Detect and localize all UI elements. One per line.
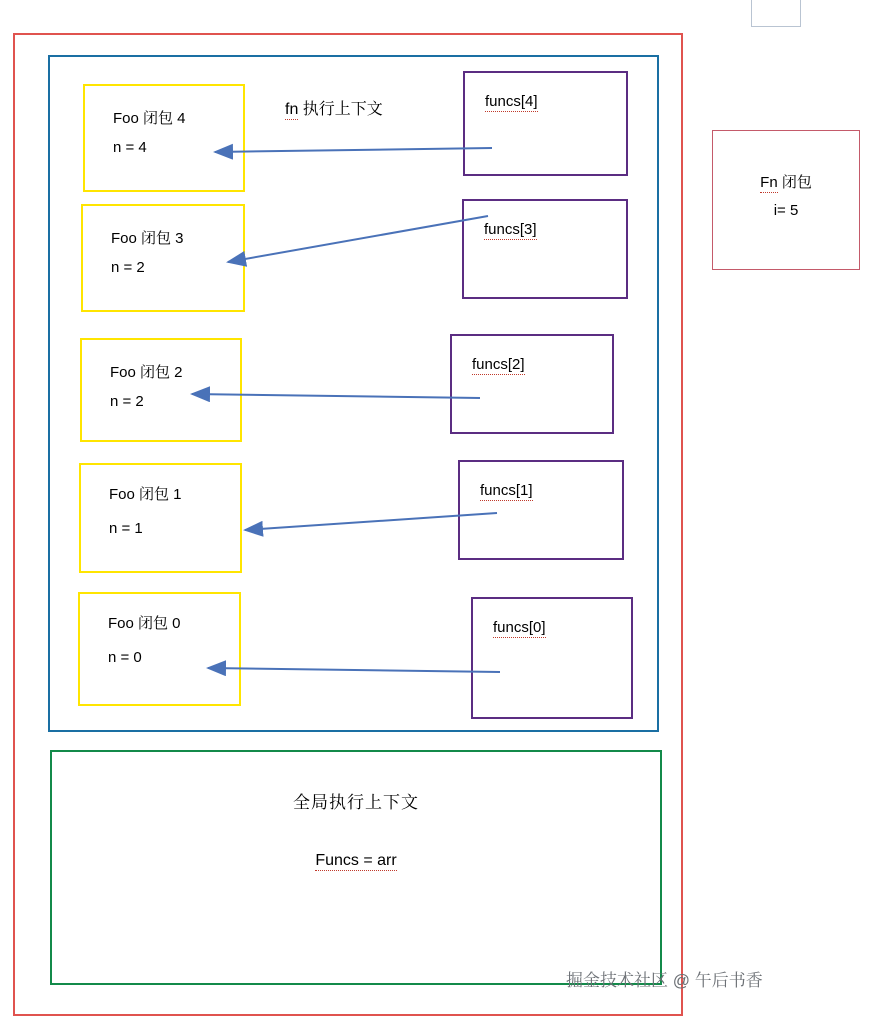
- fn-context-suffix: 执行上下文: [298, 101, 383, 118]
- closure-box-1: [79, 463, 242, 573]
- closure-box-2: [80, 338, 242, 442]
- funcs-label: funcs[2]: [472, 356, 525, 373]
- watermark: [566, 966, 763, 991]
- fn-execution-context-label: [285, 96, 383, 119]
- funcs-label: funcs[4]: [485, 93, 538, 110]
- funcs-box-1: [458, 460, 624, 560]
- closure-box-0: [78, 592, 241, 706]
- page-corner-artifact: [751, 0, 801, 27]
- closure-title: Foo 闭包 4: [113, 110, 186, 127]
- global-context-title: 全局执行上下文: [293, 793, 419, 812]
- fn-closure-box: [712, 130, 860, 270]
- closure-box-3: [81, 204, 245, 312]
- funcs-label: funcs[0]: [493, 619, 546, 636]
- closure-value: n = 4: [113, 139, 147, 157]
- closure-title: Foo 闭包 1: [109, 486, 182, 503]
- closure-title: Foo 闭包 2: [110, 364, 183, 381]
- closure-box-4: [83, 84, 245, 192]
- closure-title: Foo 闭包 0: [108, 615, 181, 632]
- funcs-box-3: [462, 199, 628, 299]
- global-context-assignment: Funcs = arr: [315, 852, 397, 869]
- closure-title: Foo 闭包 3: [111, 230, 184, 247]
- closure-value: n = 2: [111, 259, 145, 277]
- closure-value: n = 0: [108, 649, 142, 666]
- funcs-label: funcs[1]: [480, 482, 533, 499]
- closure-value: n = 1: [109, 520, 143, 537]
- funcs-box-4: [463, 71, 628, 176]
- funcs-label: funcs[3]: [484, 221, 537, 238]
- fn-keyword: fn: [285, 101, 299, 118]
- fn-closure-value: i= 5: [773, 201, 799, 219]
- closure-value: n = 2: [110, 393, 144, 411]
- global-execution-context-box: [50, 750, 662, 985]
- watermark-site: 掘金技术社区: [566, 971, 668, 990]
- funcs-box-2: [450, 334, 614, 434]
- watermark-author: @ 午后书香: [672, 971, 763, 990]
- fn-closure-title: Fn 闭包: [760, 174, 812, 191]
- funcs-box-0: [471, 597, 633, 719]
